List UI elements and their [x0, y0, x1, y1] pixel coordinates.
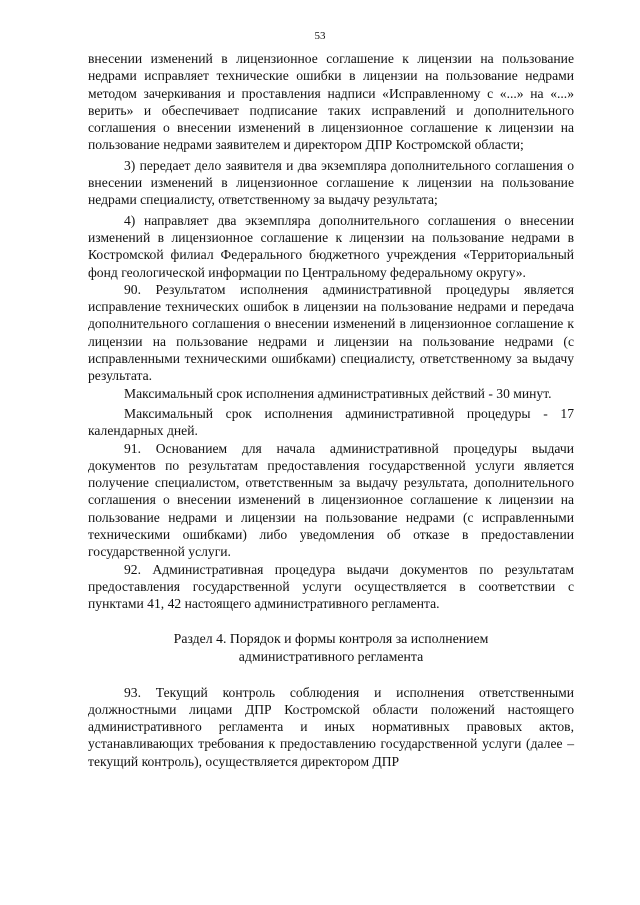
paragraph-item-4: 4) направляет два экземпляра дополнительного соглашения о внесении изменений в лицензионное соглашение к лицензии на пользование недрами в Костромской филиал Федерального бюджетного учреждения «Территориальный фонд геологической информации по Центральному федеральному округу». [88, 212, 574, 280]
paragraph-max-term-procedure: Максимальный срок исполнения административной процедуры - 17 календарных дней. [88, 405, 574, 439]
paragraph-max-term-actions: Максимальный срок исполнения административных действий - 30 минут. [124, 385, 552, 401]
paragraph-90: 90. Результатом исполнения административной процедуры является исправление технических ошибок в лицензии на пользование недрами и передача дополнительного соглашения о внесении изменений в лицензионное соглашение к лицензии на пользование недрами и лицензии на пользование недрами (с исправленными техническими ошибками) специалисту, ответственному за выдачу результата. [88, 281, 574, 384]
page-number: 53 [314, 30, 326, 42]
paragraph-91: 91. Основанием для начала административной процедуры выдачи документов по результатам предоставления государственной услуги является получение специалистом, ответственным за выдачу результата, дополнительного соглашения о внесении изменений в лицензионное соглашение к лицензии на пользование недрами и лицензии на пользование недрами (с исправленными техническими ошибками) либо уведомления об отказе в предоставлении государственной услуги. [88, 440, 574, 560]
document-body [88, 50, 574, 770]
section-heading-line-1: Раздел 4. Порядок и формы контроля за исполнением [173, 630, 489, 646]
paragraph-continuation: внесении изменений в лицензионное соглашение к лицензии на пользование недрами исправляет технические ошибки в лицензии на пользование недрами методом зачеркивания и проставления надписи «Исправленному с «...» на «...» верить» и обеспечивает подписание таких исправлений и дополнительного соглашения о внесении изменений в лицензионное соглашение к лицензии на пользование недрами заявителем и директором ДПР Костромской области; [88, 51, 574, 153]
paragraph-92: 92. Административная процедура выдачи документов по результатам предоставления государственной услуги осуществляется в соответствии с пунктами 41, 42 настоящего административного регламента. [88, 561, 574, 612]
paragraph-item-3: 3) передает дело заявителя и два экземпляра дополнительного соглашения о внесении изменений в лицензионное соглашение к лицензии на пользование недрами специалисту, ответственному за выдачу результата; [88, 157, 574, 208]
section-heading [88, 630, 574, 666]
paragraph-93: 93. Текущий контроль соблюдения и исполнения ответственными должностными лицами ДПР Костромской области положений настоящего административного регламента и иных нормативных правовых актов, устанавливающих требования к предоставлению государственной услуги (далее – текущий контроль), осуществляется директором ДПР [88, 684, 574, 769]
section-heading-line-2: административного регламента [238, 648, 424, 664]
